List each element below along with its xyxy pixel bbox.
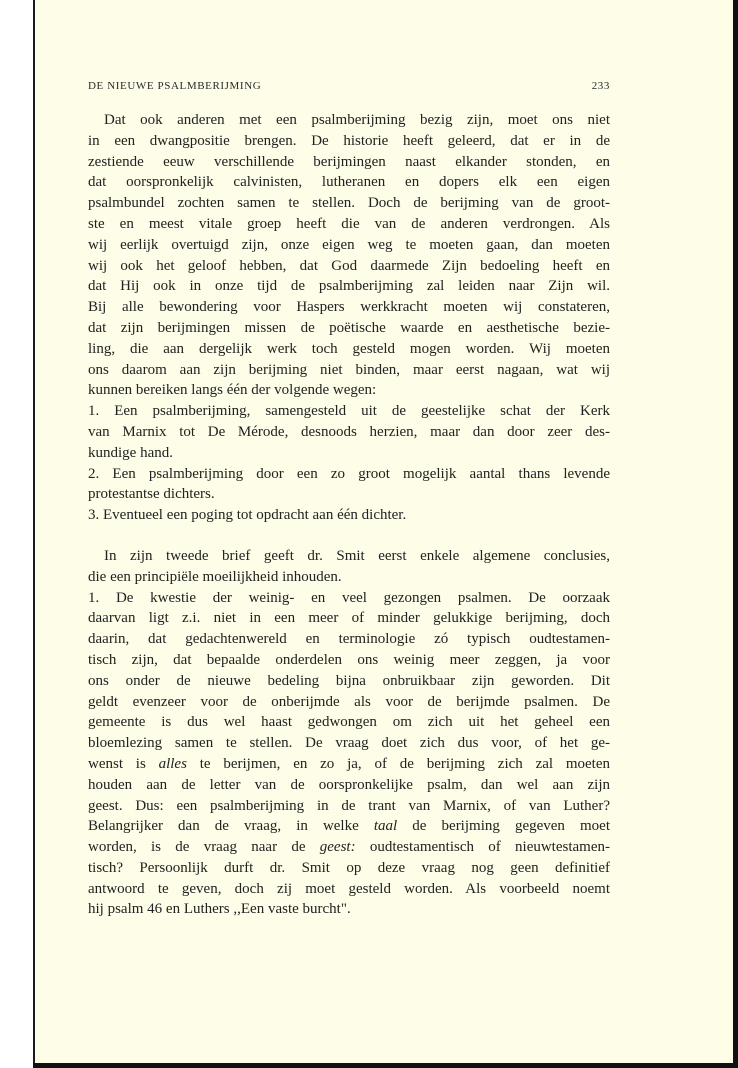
text-line	[88, 754, 610, 775]
text-line: ste en meest vitale groep heeft die van de anderen verdrongen. Als	[88, 215, 610, 232]
text-run: de berijming gegeven moet	[397, 818, 610, 835]
text-run: Belangrijker dan de vraag, in welke	[88, 818, 374, 835]
text-line: wij ook het geloof hebben, dat God daarmede Zijn bedoeling heeft en	[88, 257, 610, 274]
text-line: hij psalm 46 en Luthers ,,Een vaste burcht".	[88, 901, 351, 918]
emphasis: alles	[158, 755, 187, 772]
text-line: dat zijn berijmingen missen de poëtische waarde en aesthetische bezie-	[88, 319, 610, 336]
body-text	[88, 110, 610, 920]
running-title: DE NIEUWE PSALMBERIJMING	[88, 80, 262, 92]
text-line: antwoord te geven, doch zij moet gesteld worden. Als voorbeeld noemt	[88, 880, 610, 897]
text-line: daarin, dat gedachtenwereld en terminologie zó typisch oudtestamen-	[88, 631, 610, 648]
text-run: wenst is	[88, 755, 159, 772]
text-line: ling, die aan dergelijk werk toch gesteld mogen worden. Wij moeten	[88, 340, 610, 357]
scan-edge-right	[733, 0, 738, 1068]
text-line: kunnen bereiken langs één der volgende wegen:	[88, 382, 377, 399]
text-line: geldt evenzeer voor de onberijmde als voor de berijmde psalmen. De	[88, 693, 610, 710]
text-line: 3. Eventueel een poging tot opdracht aan één dichter.	[88, 507, 407, 524]
text-line	[88, 816, 610, 837]
text-run: oudtestamentisch of nieuwtestamen-	[355, 839, 610, 856]
text-line: zestiende eeuw verschillende berijmingen naast elkander stonden, en	[88, 153, 610, 170]
text-line: 1. Een psalmberijming, samengesteld uit de geestelijke schat der Kerk	[88, 403, 610, 420]
text-line: tisch? Persoonlijk durft dr. Smit op deze vraag nog geen definitief	[88, 859, 610, 876]
text-line: daarvan ligt z.i. niet in een meer of minder gelukkige berijming, doch	[88, 610, 610, 627]
text-line: van Marnix tot De Mérode, desnoods herzien, maar dan door zeer des-	[88, 423, 610, 440]
text-line: gemeente is dus wel haast gedwongen om zich uit het geheel een	[88, 714, 610, 731]
page-number: 233	[591, 80, 610, 92]
text-line: ons daarom aan zijn berijming niet binden, maar eerst nagaan, wat wij	[88, 361, 610, 378]
text-line: psalmbundel zochten samen te stellen. Doch de berijming van de groot-	[88, 195, 610, 212]
text-line: 1. De kwestie der weinig- en veel gezongen psalmen. De oorzaak	[88, 589, 610, 606]
emphasis: geest:	[319, 839, 356, 856]
paragraph-gap	[88, 526, 610, 546]
text-line: protestantse dichters.	[88, 486, 215, 503]
page-header	[88, 80, 610, 96]
emphasis: taal	[373, 818, 398, 835]
text-run: worden, is de vraag naar de	[88, 839, 320, 856]
text-line: geest. Dus: een psalmberijming in de trant van Marnix, of van Luther?	[88, 797, 610, 814]
text-line	[88, 837, 610, 858]
text-line: tisch zijn, dat bepaalde onderdelen ons weinig meer zeggen, ja voor	[88, 651, 610, 668]
text-line: In zijn tweede brief geeft dr. Smit eerst enkele algemene conclusies,	[104, 547, 610, 564]
text-line: bloemlezing samen te stellen. De vraag doet zich dus voor, of het ge-	[88, 735, 610, 752]
text-line: dat oorspronkelijk calvinisten, lutheranen en dopers elk een eigen	[88, 174, 610, 191]
text-line: wij eerlijk overtuigd zijn, onze eigen weg te moeten gaan, dan moeten	[88, 236, 610, 253]
scan-edge-bottom	[33, 1063, 738, 1068]
text-line: dat Hij ook in onze tijd de psalmberijming zal leiden naar Zijn wil.	[88, 278, 610, 295]
text-line: Bij alle bewondering voor Haspers werkkracht moeten wij constateren,	[88, 299, 610, 316]
text-line: kundige hand.	[88, 444, 173, 461]
text-run: te berijmen, en zo ja, of de berijming zich zal moeten	[186, 755, 611, 772]
text-line: die een principiële moeilijkheid inhouden.	[88, 568, 342, 585]
text-line: houden aan de letter van de oorspronkelijke psalm, dan wel aan zijn	[88, 776, 610, 793]
text-line: Dat ook anderen met een psalmberijming bezig zijn, moet ons niet	[104, 112, 610, 128]
text-line: ons onder de nieuwe bedeling bijna onbruikbaar zijn geworden. Dit	[88, 672, 610, 689]
text-line: in een dwangpositie brengen. De historie heeft geleerd, dat er in de	[88, 132, 610, 149]
text-line: 2. Een psalmberijming door een zo groot mogelijk aantal thans levende	[88, 465, 610, 482]
